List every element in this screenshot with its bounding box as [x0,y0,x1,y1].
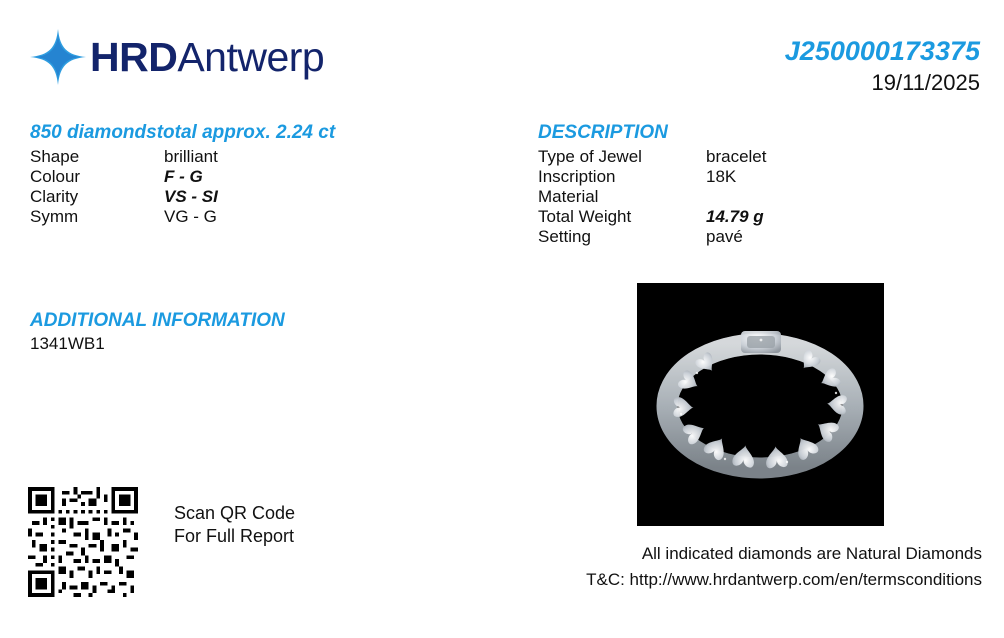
diamond-value-colour: F - G [164,167,203,186]
qr-code[interactable] [28,487,138,597]
table-row [538,227,766,247]
diamonds-table [30,147,218,227]
description-value-total-weight: 14.79 g [706,207,764,226]
table-row [30,147,218,167]
description-label-setting: Setting [538,227,591,246]
additional-information-heading: ADDITIONAL INFORMATION [30,310,285,331]
diamond-value-clarity: VS - SI [164,187,218,206]
report-date: 19/11/2025 [871,70,980,95]
table-row [30,187,218,207]
table-row [538,167,766,187]
description-table [538,147,766,247]
description-label-type-of-jewel: Type of Jewel [538,147,642,166]
qr-caption [174,502,295,548]
table-row [30,207,218,227]
description-label-total-weight: Total Weight [538,207,632,226]
brand-hrd: HRD [90,33,178,80]
table-row [538,187,766,207]
table-row [30,167,218,187]
natural-diamonds-note: All indicated diamonds are Natural Diamonds [641,544,982,563]
description-value-inscription: 18K [706,167,737,186]
jewel-photo [637,283,884,526]
diamond-value-symm: VG - G [164,207,217,226]
table-row [538,207,766,227]
qr-caption-line1: Scan QR Code [174,503,296,523]
brand-antwerp: Antwerp [177,33,325,80]
diamond-label-colour: Colour [30,167,81,186]
report-number: J250000173375 [784,36,980,66]
brand-wordmark [90,33,325,80]
diamonds-heading: 850 diamondstotal approx. 2.24 ct [30,122,336,143]
star-icon [30,29,86,85]
additional-information-value: 1341WB1 [30,334,105,353]
diamond-value-shape: brilliant [164,147,218,166]
description-heading: DESCRIPTION [538,122,668,143]
table-row [538,147,766,167]
description-label-inscription: Inscription [538,167,616,186]
brand-logo [30,28,324,86]
description-value-setting: pavé [706,227,743,246]
diamond-label-shape: Shape [30,147,80,166]
description-value-type-of-jewel: bracelet [706,147,767,166]
diamond-label-clarity: Clarity [30,187,79,206]
description-label-material: Material [538,187,599,206]
terms-conditions-note: T&C: http://www.hrdantwerp.com/en/termsconditions [586,570,982,589]
qr-caption-line2: For Full Report [174,526,295,546]
diamond-label-symm: Symm [30,207,79,226]
